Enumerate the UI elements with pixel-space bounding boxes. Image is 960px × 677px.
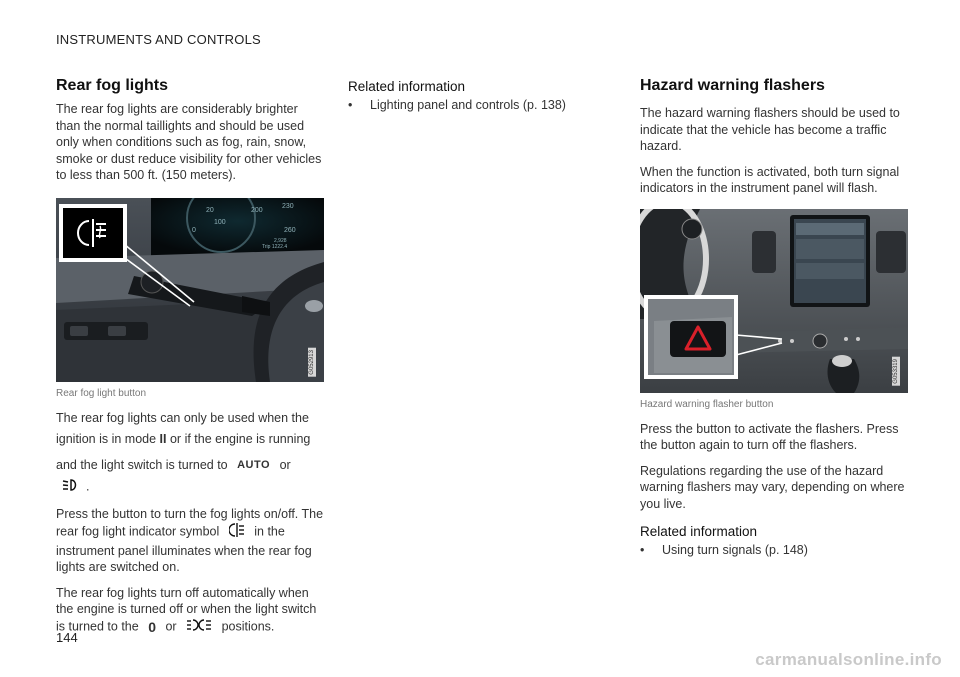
figure-code: G053319 bbox=[893, 358, 899, 384]
figure-code: G052913 bbox=[309, 349, 315, 375]
related-link-turn-signals[interactable]: Using turn signals (p. 148) bbox=[662, 543, 808, 557]
center-console-photo bbox=[640, 209, 908, 393]
rear-fog-section bbox=[56, 77, 324, 645]
page-number: 144 bbox=[56, 630, 78, 645]
list-item: • Using turn signals (p. 148) bbox=[640, 543, 808, 557]
svg-text:200: 200 bbox=[251, 206, 263, 214]
rear-fog-para-3: The rear fog lights turn off automatically when the engine is turned off or when the light switch is turned to the 0 or positions. bbox=[56, 585, 317, 635]
svg-text:20: 20 bbox=[206, 206, 214, 214]
hazard-para-3: Press the button to activate the flashers. Press the button again to turn off the flashers. bbox=[640, 421, 899, 452]
related-info-title: Related information bbox=[640, 524, 758, 539]
rear-fog-para-2: Press the button to turn the fog lights on/off. The rear fog light indicator symbol in the instrument panel illuminates when the rear fog lights are switched on. bbox=[56, 506, 324, 574]
figure-caption: Hazard warning flasher button bbox=[640, 398, 774, 410]
rear-fog-indicator-icon bbox=[229, 522, 245, 543]
svg-text:260: 260 bbox=[284, 226, 296, 234]
hazard-para-4: Regulations regarding the use of the hazard warning flashers may vary, depending on where you live. bbox=[640, 463, 905, 511]
related-info-left bbox=[348, 79, 588, 113]
auto-label: AUTO bbox=[237, 459, 271, 472]
low-beam-icon bbox=[62, 478, 80, 497]
zero-position-label: 0 bbox=[148, 618, 156, 635]
trip-readout: Trip 1222.4 bbox=[262, 243, 288, 250]
section-header: INSTRUMENTS AND CONTROLS bbox=[56, 32, 261, 47]
svg-text:100: 100 bbox=[214, 218, 226, 226]
related-info-title: Related information bbox=[348, 79, 466, 94]
rear-fog-intro: The rear fog lights are considerably brighter than the normal taillights and should be used only when conditions such as fog, rain, snow, smoke or dust reduce visibility for other vehicles to less than 500 ft. (150 meters). bbox=[56, 102, 322, 182]
rear-fog-title: Rear fog lights bbox=[56, 77, 169, 94]
hazard-title: Hazard warning flashers bbox=[640, 77, 825, 94]
rear-fog-para-1: The rear fog lights can only be used when the ignition is in mode II or if the engine is running and the light switch is turned to AUTO or . bbox=[56, 410, 324, 497]
rear-fog-figure bbox=[56, 198, 324, 382]
hazard-intro: The hazard warning flashers should be used to indicate that the vehicle has become a traffic hazard. bbox=[640, 106, 900, 153]
hazard-para-2: When the function is activated, both turn signal indicators in the instrument panel will flash. bbox=[640, 164, 900, 195]
figure-caption: Rear fog light button bbox=[56, 387, 147, 399]
ignition-mode: II bbox=[159, 432, 167, 446]
parking-lights-icon bbox=[186, 618, 212, 637]
watermark: carmanualsonline.info bbox=[755, 650, 942, 669]
related-link-lighting[interactable]: Lighting panel and controls (p. 138) bbox=[370, 98, 566, 112]
hazard-section bbox=[640, 77, 908, 558]
dashboard-photo bbox=[56, 198, 324, 382]
svg-text:230: 230 bbox=[282, 202, 294, 210]
svg-text:0: 0 bbox=[192, 226, 196, 234]
odometer-miles: 2,928 bbox=[274, 237, 287, 244]
hazard-figure bbox=[640, 209, 908, 393]
list-item: • Lighting panel and controls (p. 138) bbox=[348, 98, 566, 112]
